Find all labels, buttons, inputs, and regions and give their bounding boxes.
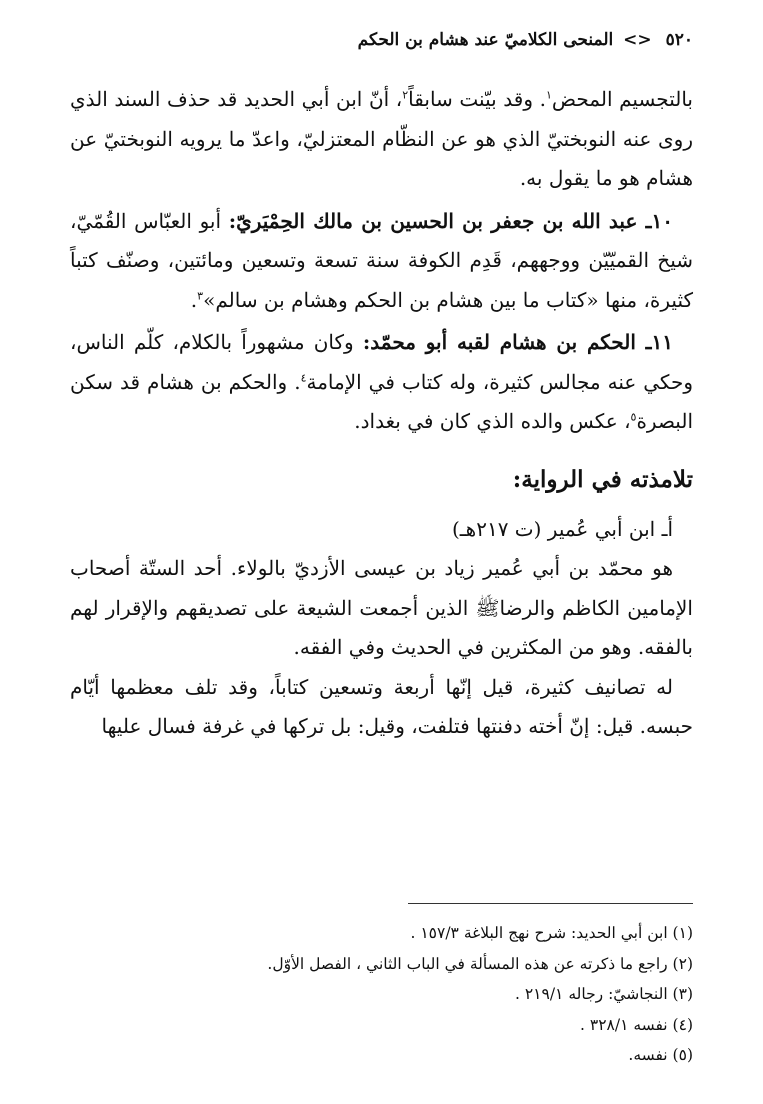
- footnote-5: (٥) نفسه.: [628, 1046, 693, 1064]
- paragraph-1: [70, 80, 693, 199]
- section-title: تلامذته في الرواية:: [512, 465, 693, 493]
- footnote-4: (٤) نفسه ٣٢٨/١ .: [580, 1015, 693, 1034]
- paragraph-2: [70, 202, 693, 321]
- running-header: [70, 30, 693, 50]
- paragraph-3: [70, 323, 693, 442]
- footnote-ref[interactable]: ٣: [197, 288, 204, 302]
- footnote-ref[interactable]: ٥: [630, 410, 637, 424]
- footnote-1: (١) ابن أبي الحديد: شرح نهج البلاغة ١٥٧/٣ .: [410, 924, 693, 942]
- footnote-2: (٢) راجع ما ذكرته عن هذه المسألة في الباب الثاني ، الفصل الأوّل.: [267, 954, 693, 973]
- footnote-3: (٣) النجاشيّ: رجاله ٢١٩/١ .: [515, 985, 693, 1003]
- footnotes: [70, 918, 693, 1071]
- main-text: [70, 80, 693, 747]
- subheading: أـ ابن أبي عُمير (ت ٢١٧هـ): [452, 516, 673, 541]
- paragraph-4: هو محمّد بن أبي عُمير زياد بن عيسى الأزديّ بالولاء. أحد الستّة أصحاب الإمامين الكاظم والرضاﷺ الذين أجمعت الشيعة على تصديقهم والإقرار لهم بالفقه. وهو من المكثرين في الحديث وفي الفقه.: [70, 556, 693, 659]
- running-title: المنحى الكلاميّ عند هشام بن الحكم: [357, 30, 614, 50]
- paragraph-5: له تصانيف كثيرة، قيل إنّها أربعة وتسعين كتاباً، وقد تلف معظمها أيّام حبسه. قيل: إنّ أخته دفنتها فتلفت، وقيل: بل تركها في غرفة فسال عليها: [70, 674, 693, 738]
- paragraph-1-text-a: بالتجسيم المحض: [551, 87, 693, 111]
- paragraph-1-text-b: . وقد بيّنت سابقاً: [408, 87, 546, 111]
- paragraph-2-text: أبو العبّاس القُمّيّ، شيخ القميّيّن ووجههم، قَدِم الكوفة سنة تسعة وتسعين ومائتين، وصنّف كتباً كثيرة، منها «كتاب ما بين هشام بن الحكم وهشام بن سالم»: [70, 208, 693, 312]
- footnote-ref[interactable]: ٤: [300, 370, 307, 384]
- paragraph-1-text-c: ، أنّ ابن أبي الحديد قد حذف السند الذي روى عنه النوبختيّ الذي هو عن النظّام المعتزليّ، واعدّ ما يرويه النوبختيّ عن هشام هو ما يقول به.: [70, 87, 693, 190]
- footnote-ref[interactable]: ٢: [402, 88, 409, 102]
- page-number: ٥٢٠: [665, 30, 693, 50]
- header-separator: <>: [623, 30, 652, 50]
- footnote-ref[interactable]: ١: [545, 88, 552, 102]
- paragraph-2-end: .: [190, 287, 198, 312]
- entry-heading: ١١ـ الحكم بن هشام لقبه أبو محمّد:: [362, 330, 674, 354]
- paragraph-3-text-c: ، عكس والده الذي كان في بغداد.: [354, 409, 631, 433]
- entry-heading: ١٠ـ عبد الله بن جعفر بن الحسين بن مالك الحِمْيَريّ:: [228, 208, 673, 233]
- footnote-divider: [408, 903, 693, 904]
- paragraph-3-text-b: . والحكم بن هشام قد سكن البصرة: [70, 369, 693, 433]
- paragraph-3-text-a: وكان مشهوراً بالكلام، كلّم الناس، وحكي عنه مجالس كثيرة، وله كتاب في الإمامة: [70, 330, 694, 394]
